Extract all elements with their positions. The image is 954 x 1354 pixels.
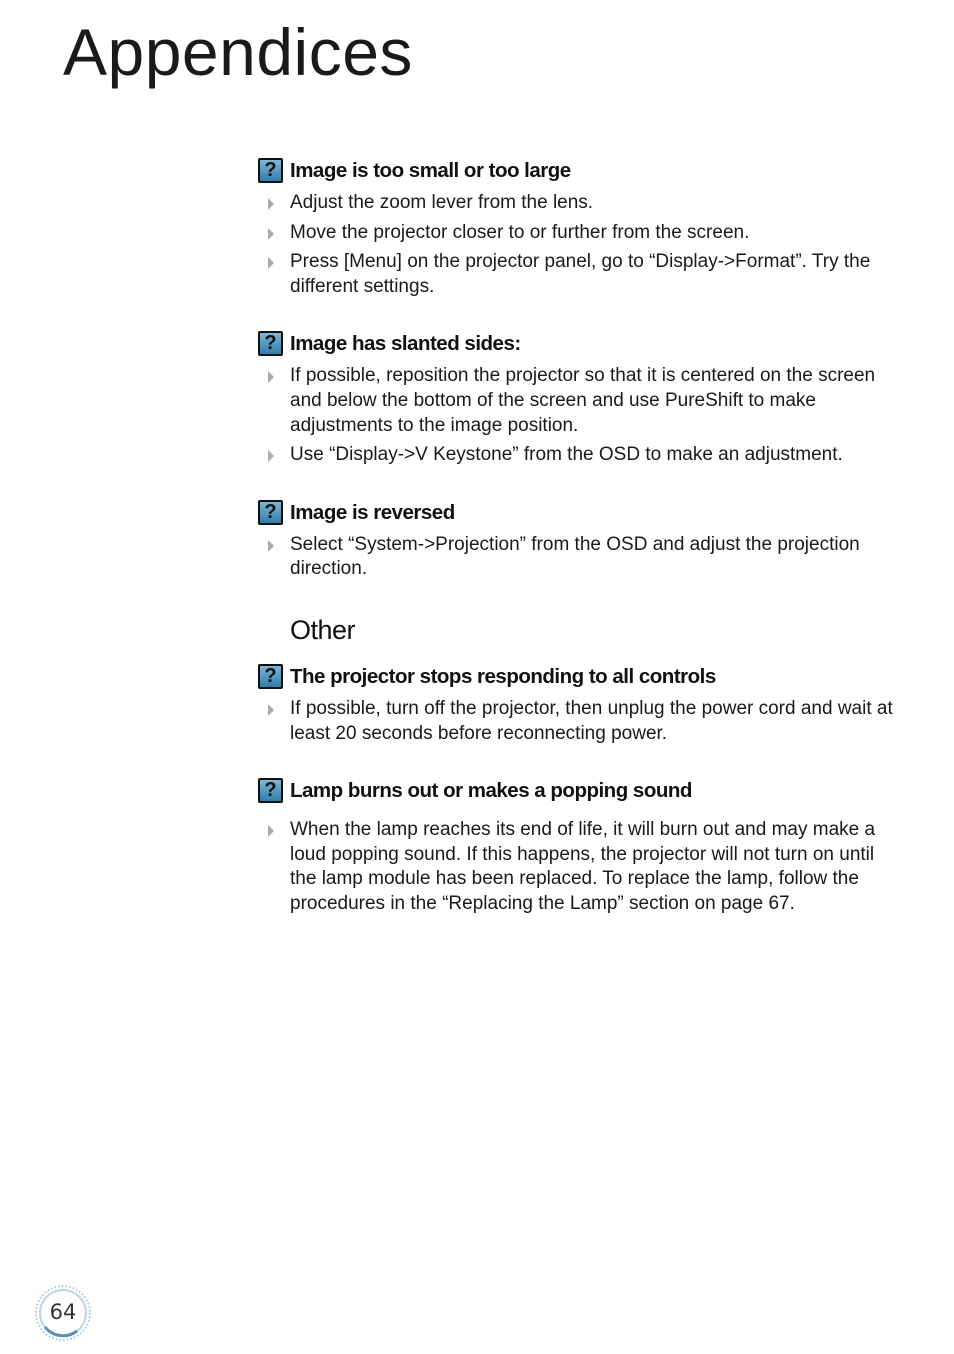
section-lamp bbox=[257, 776, 897, 916]
list-item-text: If possible, turn off the projector, then unplug the power cord and wait at least 20 seconds before reconnecting power. bbox=[290, 697, 893, 744]
question-mark-icon: ? bbox=[258, 158, 283, 183]
question-heading bbox=[257, 498, 897, 528]
list-item bbox=[257, 697, 897, 746]
troubleshooting-content bbox=[257, 156, 897, 947]
triangle-arrow-icon bbox=[268, 257, 274, 269]
question-heading bbox=[257, 776, 897, 806]
question-mark-icon: ? bbox=[258, 500, 283, 525]
question-heading bbox=[257, 662, 897, 692]
question-text: Image is reversed bbox=[290, 500, 455, 524]
other-heading: Other bbox=[290, 614, 356, 645]
list-item bbox=[257, 533, 897, 582]
section-slanted-sides bbox=[257, 329, 897, 467]
section-image-size bbox=[257, 156, 897, 299]
question-mark-icon: ? bbox=[258, 331, 283, 356]
list-item-text: If possible, reposition the projector so that it is centered on the screen and below the bottom of the screen and use PureShift to make adjustments to the image position. bbox=[290, 365, 876, 436]
answer-list bbox=[257, 533, 897, 582]
question-text: The projector stops responding to all controls bbox=[290, 664, 716, 688]
list-item bbox=[257, 818, 897, 916]
page-number-badge bbox=[33, 1283, 93, 1343]
list-item bbox=[257, 191, 897, 216]
triangle-arrow-icon bbox=[268, 450, 274, 462]
triangle-arrow-icon bbox=[268, 198, 274, 210]
question-heading bbox=[257, 156, 897, 186]
triangle-arrow-icon bbox=[268, 704, 274, 716]
question-text: Image is too small or too large bbox=[290, 159, 571, 182]
question-mark-icon: ? bbox=[258, 664, 283, 689]
question-mark-icon: ? bbox=[258, 778, 283, 803]
triangle-arrow-icon bbox=[268, 371, 274, 383]
list-item bbox=[257, 221, 897, 246]
list-item-text: Select “System->Projection” from the OSD and adjust the projection direction. bbox=[290, 533, 860, 580]
answer-list bbox=[257, 364, 897, 467]
list-item bbox=[257, 250, 897, 299]
question-text: Image has slanted sides: bbox=[290, 332, 521, 356]
question-heading bbox=[257, 329, 897, 359]
list-item-text: Press [Menu] on the projector panel, go to “Display->Format”. Try the different settings. bbox=[290, 251, 871, 297]
list-item-text: Use “Display->V Keystone” from the OSD to make an adjustment. bbox=[290, 444, 843, 466]
section-image-reversed bbox=[257, 498, 897, 582]
answer-list bbox=[257, 697, 897, 746]
page-title: Appendices bbox=[63, 15, 413, 89]
list-item-text: Move the projector closer to or further from the screen. bbox=[290, 221, 750, 243]
triangle-arrow-icon bbox=[268, 540, 274, 552]
list-item bbox=[257, 443, 897, 468]
list-item bbox=[257, 364, 897, 438]
list-item-text: When the lamp reaches its end of life, it will burn out and may make a loud popping sound. If this happens, the projector will not turn on until the lamp module has been replaced. To replace the lamp, follow the procedures in the “Replacing the Lamp” section on page 67. bbox=[290, 819, 876, 914]
triangle-arrow-icon bbox=[268, 228, 274, 240]
page-number: 64 bbox=[49, 1300, 77, 1324]
answer-list bbox=[257, 818, 897, 916]
list-item-text: Adjust the zoom lever from the lens. bbox=[290, 192, 594, 213]
answer-list bbox=[257, 191, 897, 299]
section-no-response bbox=[257, 662, 897, 746]
triangle-arrow-icon bbox=[268, 825, 274, 837]
question-text: Lamp burns out or makes a popping sound bbox=[290, 779, 692, 803]
